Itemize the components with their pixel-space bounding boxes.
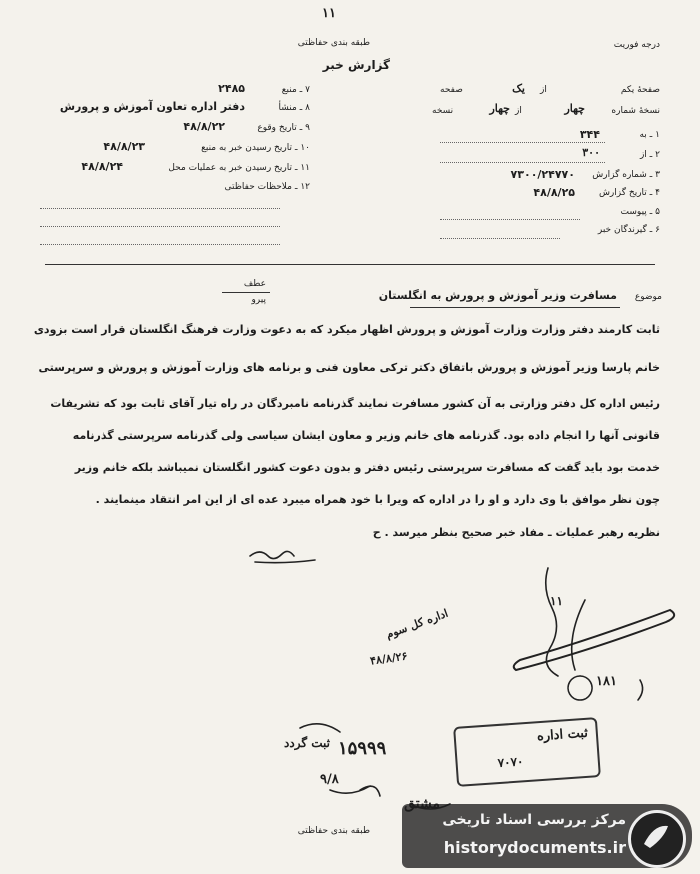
notes-label: ۱۲ ـ ملاحظات حفاظتی [224,182,310,192]
copy-unit: نسخه [432,106,454,116]
subject-value: مسافرت وزیر آموزش و پرورش به انگلستان [378,289,617,302]
page-number-mark: ۱۱ [322,6,336,21]
watermark-url: historydocuments.ir [443,838,626,857]
sheet-label: صفحهٔ یکم [620,85,660,95]
event-date-value: ۴۸/۸/۲۲ [183,120,225,133]
body-line: قانونی آنها را انجام داده بود. گذرنامه های خانم وزیر و معاون ایشان سیاسی ولی گذرنامه سرپرستی گذرنامه [72,429,660,442]
margin-date: ۴۸/۸/۲۶ [369,649,409,668]
copy-value: چهار [564,102,585,115]
report-no-label: ۳ ـ شماره گزارش [592,170,660,180]
receipt-source-value: ۴۸/۸/۲۳ [103,140,145,153]
watermark-fa: مرکز بررسی اسناد تاریخی [442,812,626,828]
registration-stamp [453,717,601,787]
body-line: خدمت بود باید گفت که مسافرت سرپرستی رئیس دفتر و بدون دعوت کشور انگلستان نمیباشد بلکه خانم وزیر [74,461,660,474]
sheet-from: از [540,85,547,95]
stamp-line1: ثبت اداره [536,725,589,745]
circle-number: ۱۸۱ [596,674,617,689]
body-line: نظریه رهبر عملیات ـ مفاد خبر صحیح بنظر میرسد . ح [372,526,660,539]
date-note: ۹/۸ [320,772,339,787]
stamp-line2: ۷۰۷۰ [497,754,524,771]
report-date-value: ۴۸/۸/۲۵ [533,186,575,199]
follow-label: پیرو [251,295,266,305]
sheet-value: یک [512,82,525,95]
watermark-badge [402,804,692,868]
reg-number: ۱۵۹۹۹ [338,738,387,759]
report-no-value: ۷۳۰۰/۲۴۷۷۰ [510,168,575,181]
sheet-unit: صفحه [440,85,463,95]
body-line: خانم پارسا وزیر آموزش و پرورش باتفاق دکتر ترکی معاون فنی و برنامه های وزارت آموزش و پرورش و سرپرستی [38,361,660,374]
report-date-label: ۴ ـ تاریخ گزارش [598,188,660,198]
reg-word: ثبت گردد [284,736,330,750]
copy-from: از [515,106,522,116]
copy-total: چهار [489,102,510,115]
footer-classification: طبقه بندی حفاظتی [297,826,370,836]
origin-value: دفتر اداره تعاون آموزش و پرورش [59,100,245,113]
receipt-source-label: ۱۰ ـ تاریخ رسیدن خبر به منبع [201,143,310,153]
subject-label: موضوع [634,292,662,302]
to-label: ۱ ـ به [639,130,660,140]
event-date-label: ۹ ـ تاریخ وقوع [257,123,310,133]
ref-label: عطف [243,279,266,289]
right-note: ۱۱ [550,594,563,608]
receipt-ops-value: ۴۸/۸/۲۴ [81,160,123,173]
from-label: ۲ ـ از [639,150,660,160]
priority-label: درجه فوریت [613,40,660,50]
margin-note: اداره کل سوم [384,606,450,642]
source-label: ۷ ـ منبع [281,85,310,95]
report-title: گزارش خبر [322,58,390,72]
archive-logo-icon [628,810,686,868]
from-value: ۳۰۰ [582,146,600,159]
copy-label: نسخهٔ شماره [611,106,660,116]
body-line: چون نظر موافق با وی دارد و او را در اداره که ویرا با خود همراه میبرد عده ای از این امر انتقاد مینمایند . [95,493,660,506]
recipients-label: ۶ ـ گیرندگان خبر [597,225,660,235]
body-line: رئیس اداره کل دفتر وزارتی به آن کشور مسافرت نمایند گذرنامه نامبردگان در راه تیار آقای ثابت بود که تشریفات [50,397,660,410]
attachment-label: ۵ ـ پیوست [620,207,660,217]
source-value: ۲۴۸۵ [218,82,245,95]
classification-label: طبقه بندی حفاظتی [297,38,370,48]
origin-label: ۸ ـ منشأ [278,103,310,113]
body-line: ثابت کارمند دفتر وزارت وزارت آموزش و پرورش اظهار میکرد که به دعوت وزارت فرهنگ انگلستان قرار است بزودی [33,323,660,336]
to-value: ۳۴۴ [579,128,600,141]
receipt-ops-label: ۱۱ ـ تاریخ رسیدن خبر به عملیات محل [168,163,310,173]
